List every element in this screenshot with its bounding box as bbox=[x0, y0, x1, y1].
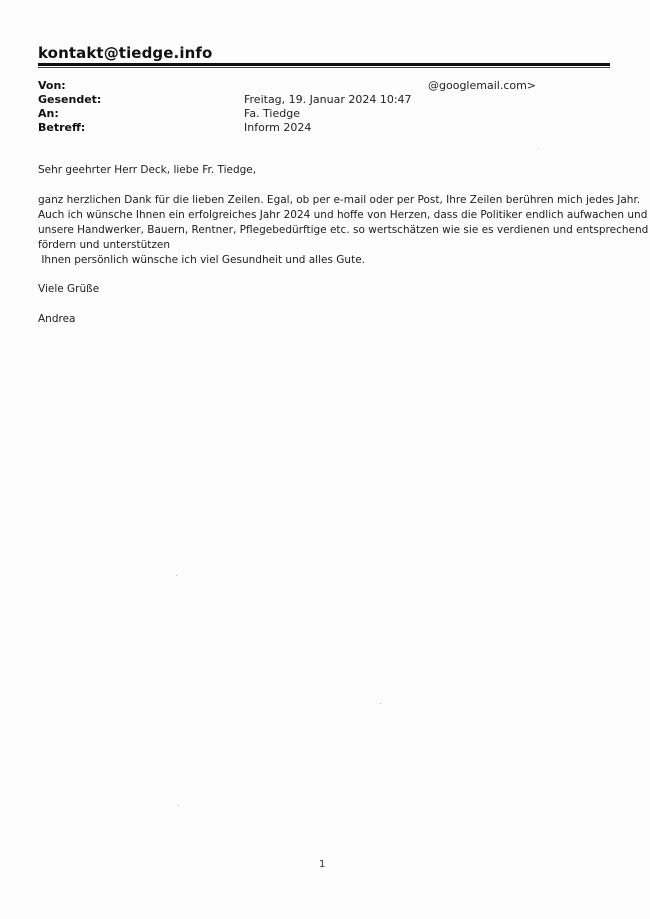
header-rule-thick bbox=[38, 63, 610, 66]
signature bbox=[38, 312, 613, 327]
paragraph-line: ganz herzlichen Dank für die lieben Zeilen. Egal, ob per e-mail oder per Post, Ihre Zeilen berühren mich jedes Jahr. bbox=[38, 194, 641, 206]
scan-speck bbox=[538, 148, 539, 149]
from-label: Von: bbox=[38, 79, 66, 92]
closing bbox=[38, 282, 613, 297]
greeting-text: Sehr geehrter Herr Deck, liebe Fr. Tiedge, bbox=[38, 164, 257, 176]
header-rule-thin bbox=[38, 67, 610, 68]
paragraph-line: Auch ich wünsche Ihnen ein erfolgreiches Jahr 2024 und hoffe von Herzen, dass die Politiker endlich aufwachen und bbox=[38, 209, 648, 221]
subject-label: Betreff: bbox=[38, 121, 86, 134]
subject-value: Inform 2024 bbox=[244, 121, 312, 134]
paragraph-line: fördern und unterstützen bbox=[38, 239, 171, 251]
closing-text: Viele Grüße bbox=[38, 283, 100, 295]
scan-speck bbox=[176, 575, 177, 576]
message-paragraph bbox=[38, 193, 649, 268]
scan-speck bbox=[178, 805, 179, 806]
signature-text: Andrea bbox=[38, 313, 76, 325]
scan-speck bbox=[380, 703, 381, 704]
sent-label: Gesendet: bbox=[38, 93, 102, 106]
to-label: An: bbox=[38, 107, 59, 120]
sent-value: Freitag, 19. Januar 2024 10:47 bbox=[244, 93, 412, 106]
from-value: @googlemail.com> bbox=[428, 79, 537, 92]
paragraph-line: Ihnen persönlich wünsche ich viel Gesundheit und alles Gute. bbox=[38, 254, 365, 266]
page-number: 1 bbox=[319, 859, 326, 870]
paragraph-line: unsere Handwerker, Bauern, Rentner, Pflegebedürftige etc. so wertschätzen wie sie es verdienen und entsprechend bbox=[38, 224, 649, 236]
greeting bbox=[38, 163, 613, 178]
mailbox-title: kontakt@tiedge.info bbox=[38, 44, 213, 62]
to-value: Fa. Tiedge bbox=[244, 107, 300, 120]
